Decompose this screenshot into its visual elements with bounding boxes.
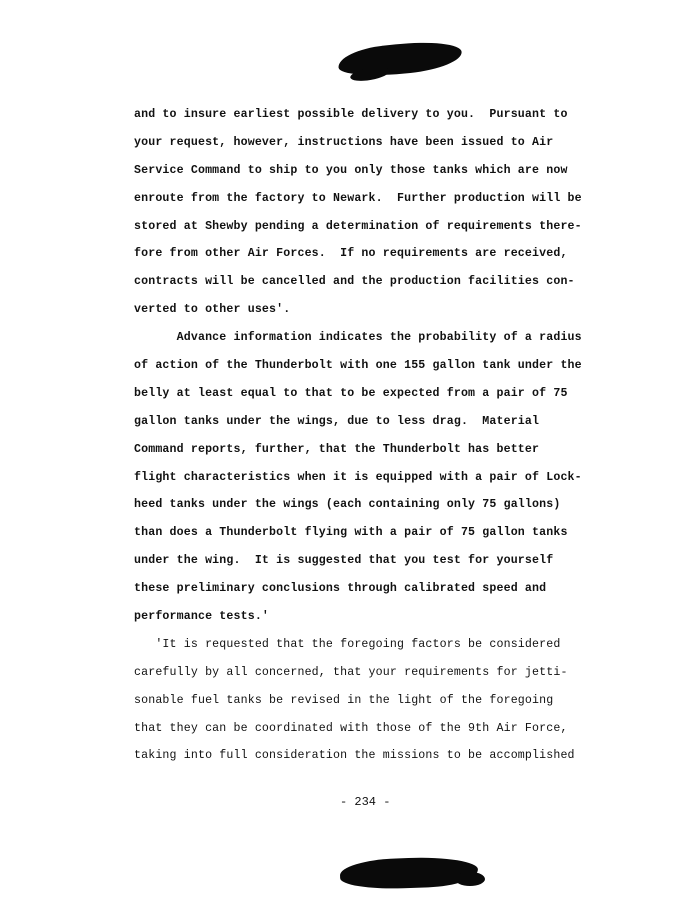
text-line: your request, however, instructions have been issued to Air (134, 135, 554, 149)
text-line: enroute from the factory to Newark. Further production will be (134, 191, 582, 205)
text-line: sonable fuel tanks be revised in the light of the foregoing (134, 693, 554, 707)
text-line: Advance information indicates the probability of a radius (134, 331, 582, 345)
redaction-mark-bottom (340, 856, 479, 891)
text-line: Command reports, further, that the Thunderbolt has better (134, 442, 540, 456)
text-line: verted to other uses'. (134, 303, 291, 317)
text-line: than does a Thunderbolt flying with a pair of 75 gallon tanks (134, 526, 568, 540)
text-line: flight characteristics when it is equipped with a pair of Lock- (134, 470, 582, 484)
text-line: fore from other Air Forces. If no requirements are received, (134, 247, 568, 261)
text-line: 'It is requested that the foregoing factors be considered (134, 637, 561, 651)
text-line: that they can be coordinated with those of the 9th Air Force, (134, 721, 568, 735)
text-line: belly at least equal to that to be expected from a pair of 75 (134, 386, 568, 400)
redaction-mark-bottom-tail (455, 872, 485, 886)
text-line: gallon tanks under the wings, due to less drag. Material (134, 414, 540, 428)
text-line: Service Command to ship to you only those tanks which are now (134, 163, 568, 177)
text-line: stored at Shewby pending a determination of requirements there- (134, 219, 582, 233)
paragraph-3 (134, 631, 594, 770)
paragraph-2 (134, 324, 594, 631)
text-line: taking into full consideration the missions to be accomplished (134, 749, 575, 763)
text-line: heed tanks under the wings (each containing only 75 gallons) (134, 498, 561, 512)
text-line: performance tests.' (134, 610, 270, 624)
text-line: carefully by all concerned, that your requirements for jetti- (134, 665, 568, 679)
paragraph-1 (134, 101, 594, 324)
text-line: contracts will be cancelled and the production facilities con- (134, 275, 575, 289)
document-body (134, 101, 594, 770)
text-line: these preliminary conclusions through calibrated speed and (134, 582, 547, 596)
text-line: and to insure earliest possible delivery to you. Pursuant to (134, 108, 568, 121)
text-line: of action of the Thunderbolt with one 155 gallon tank under the (134, 359, 582, 373)
page-number: - 234 - (340, 795, 391, 809)
text-line: under the wing. It is suggested that you test for yourself (134, 554, 554, 568)
